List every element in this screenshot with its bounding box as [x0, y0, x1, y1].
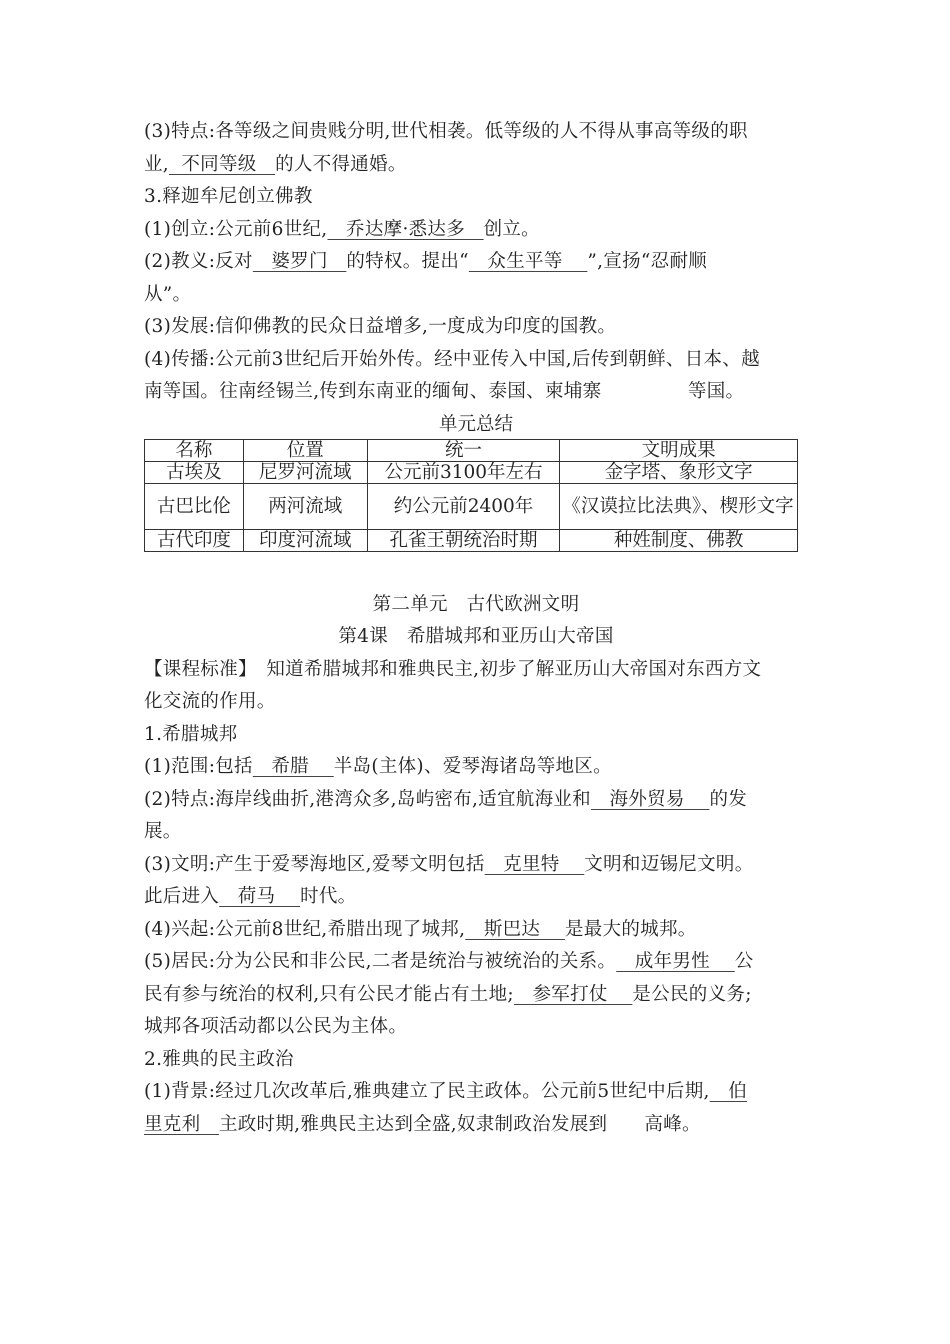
civilization-line-cont: 此后进入 荷马 时代。: [144, 886, 357, 907]
answer-blank: 克里特: [484, 853, 585, 875]
greek-city-state-heading: 1.希腊城邦: [144, 723, 238, 745]
course-standard-2: 化交流的作用。: [144, 691, 276, 712]
answer-blank: 婆罗门: [252, 251, 347, 272]
table-header-cell: 名称: [145, 439, 244, 461]
background-line-cont: 里克利 主政时期,雅典民主达到全盛,奴隶制政治发展到 高峰。: [144, 1113, 701, 1135]
table-cell: 种姓制度、佛教: [560, 529, 798, 551]
table-cell: 尼罗河流域: [243, 461, 367, 483]
answer-blank: 伯: [709, 1081, 748, 1102]
civilization-line: (3)文明:产生于爱琴海地区,爱琴文明包括 克里特 文明和迈锡尼文明。: [144, 853, 754, 875]
table-row: [145, 461, 798, 483]
feature-line: (2)特点:海岸线曲折,港湾众多,岛屿密布,适宜航海业和 海外贸易 的发: [144, 788, 748, 810]
buddhism-doctrine: (2)教义:反对 婆罗门 的特权。提出“ 众生平等 ”,宣扬“忍耐顺: [144, 251, 708, 272]
table-cell: 《汉谟拉比法典》、楔形文字: [560, 483, 798, 529]
table-row: [145, 483, 798, 529]
caste-feature-line-1: (3)特点:各等级之间贵贱分明,世代相袭。低等级的人不得从事高等级的职: [144, 121, 748, 142]
citizens-line: (5)居民:分为公民和非公民,二者是统治与被统治的关系。 成年男性 公: [144, 951, 754, 972]
answer-blank: 里克利: [144, 1113, 219, 1135]
table-cell: 印度河流域: [243, 529, 367, 551]
buddhism-doctrine-cont: 从”。: [144, 283, 192, 305]
table-cell: 古埃及: [145, 461, 244, 483]
course-standard-1: 【课程标准】 知道希腊城邦和雅典民主,初步了解亚历山大帝国对东西方文: [144, 658, 762, 680]
buddhism-spread-2: 南等国。往南经锡兰,传到东南亚的缅甸、泰国、柬埔寨 等国。: [144, 381, 745, 402]
scope-line: (1)范围:包括 希腊 半岛(主体)、爱琴海诸岛等地区。: [144, 756, 612, 777]
table-cell: 公元前3100年左右: [367, 461, 560, 483]
buddhism-founding: (1)创立:公元前6世纪, 乔达摩·悉达多 创立。: [144, 218, 540, 240]
table-cell: 两河流域: [243, 483, 367, 529]
buddhism-heading: 3.释迦牟尼创立佛教: [144, 186, 313, 207]
answer-blank: 斯巴达: [465, 918, 565, 940]
buddhism-development: (3)发展:信仰佛教的民众日益增多,一度成为印度的国教。: [144, 316, 617, 337]
answer-blank: 参军打仗: [513, 983, 633, 1005]
answer-blank: 海外贸易: [590, 788, 710, 810]
buddhism-spread-1: (4)传播:公元前3世纪后开始外传。经中亚传入中国,后传到朝鲜、日本、越: [144, 348, 760, 370]
table-header-row: [145, 439, 798, 461]
table-row: [145, 529, 798, 551]
table-cell: 古代印度: [145, 529, 244, 551]
answer-blank: 乔达摩·悉达多: [327, 218, 484, 240]
answer-blank: 荷马: [219, 886, 301, 907]
lesson-title: 第4课 希腊城邦和亚历山大帝国: [338, 626, 614, 647]
background-line: (1)背景:经过几次改革后,雅典建立了民主政体。公元前5世纪中后期, 伯: [144, 1081, 748, 1102]
table-header-cell: 统一: [367, 439, 560, 461]
feature-line-cont: 展。: [144, 821, 182, 842]
table-cell: 金字塔、象形文字: [560, 461, 798, 483]
answer-blank: 希腊: [252, 756, 334, 777]
document-page: [144, 116, 808, 1141]
table-cell: 孔雀王朝统治时期: [367, 529, 560, 551]
citizens-line-2: 民有参与统治的权利,只有公民才能占有土地; 参军打仗 是公民的义务;: [144, 983, 752, 1005]
athens-democracy-heading: 2.雅典的民主政治: [144, 1048, 294, 1070]
table-title: 单元总结: [438, 413, 513, 435]
course-standard-label: 【课程标准】: [144, 658, 248, 680]
answer-blank: 成年男性: [616, 951, 735, 972]
summary-table: [144, 439, 798, 552]
answer-blank: 不同等级: [168, 153, 276, 175]
table-cell: 约公元前2400年: [367, 483, 560, 529]
table-header-cell: 文明成果: [560, 439, 798, 461]
table-header-cell: 位置: [243, 439, 367, 461]
rise-line: (4)兴起:公元前8世纪,希腊出现了城邦, 斯巴达 是最大的城邦。: [144, 918, 697, 940]
answer-blank: 众生平等: [468, 251, 588, 272]
table-cell: 古巴比伦: [145, 483, 244, 529]
caste-feature-line-2: 业, 不同等级 的人不得通婚。: [144, 153, 407, 175]
unit-title: 第二单元 古代欧洲文明: [372, 593, 580, 615]
citizens-line-3: 城邦各项活动都以公民为主体。: [144, 1016, 408, 1037]
